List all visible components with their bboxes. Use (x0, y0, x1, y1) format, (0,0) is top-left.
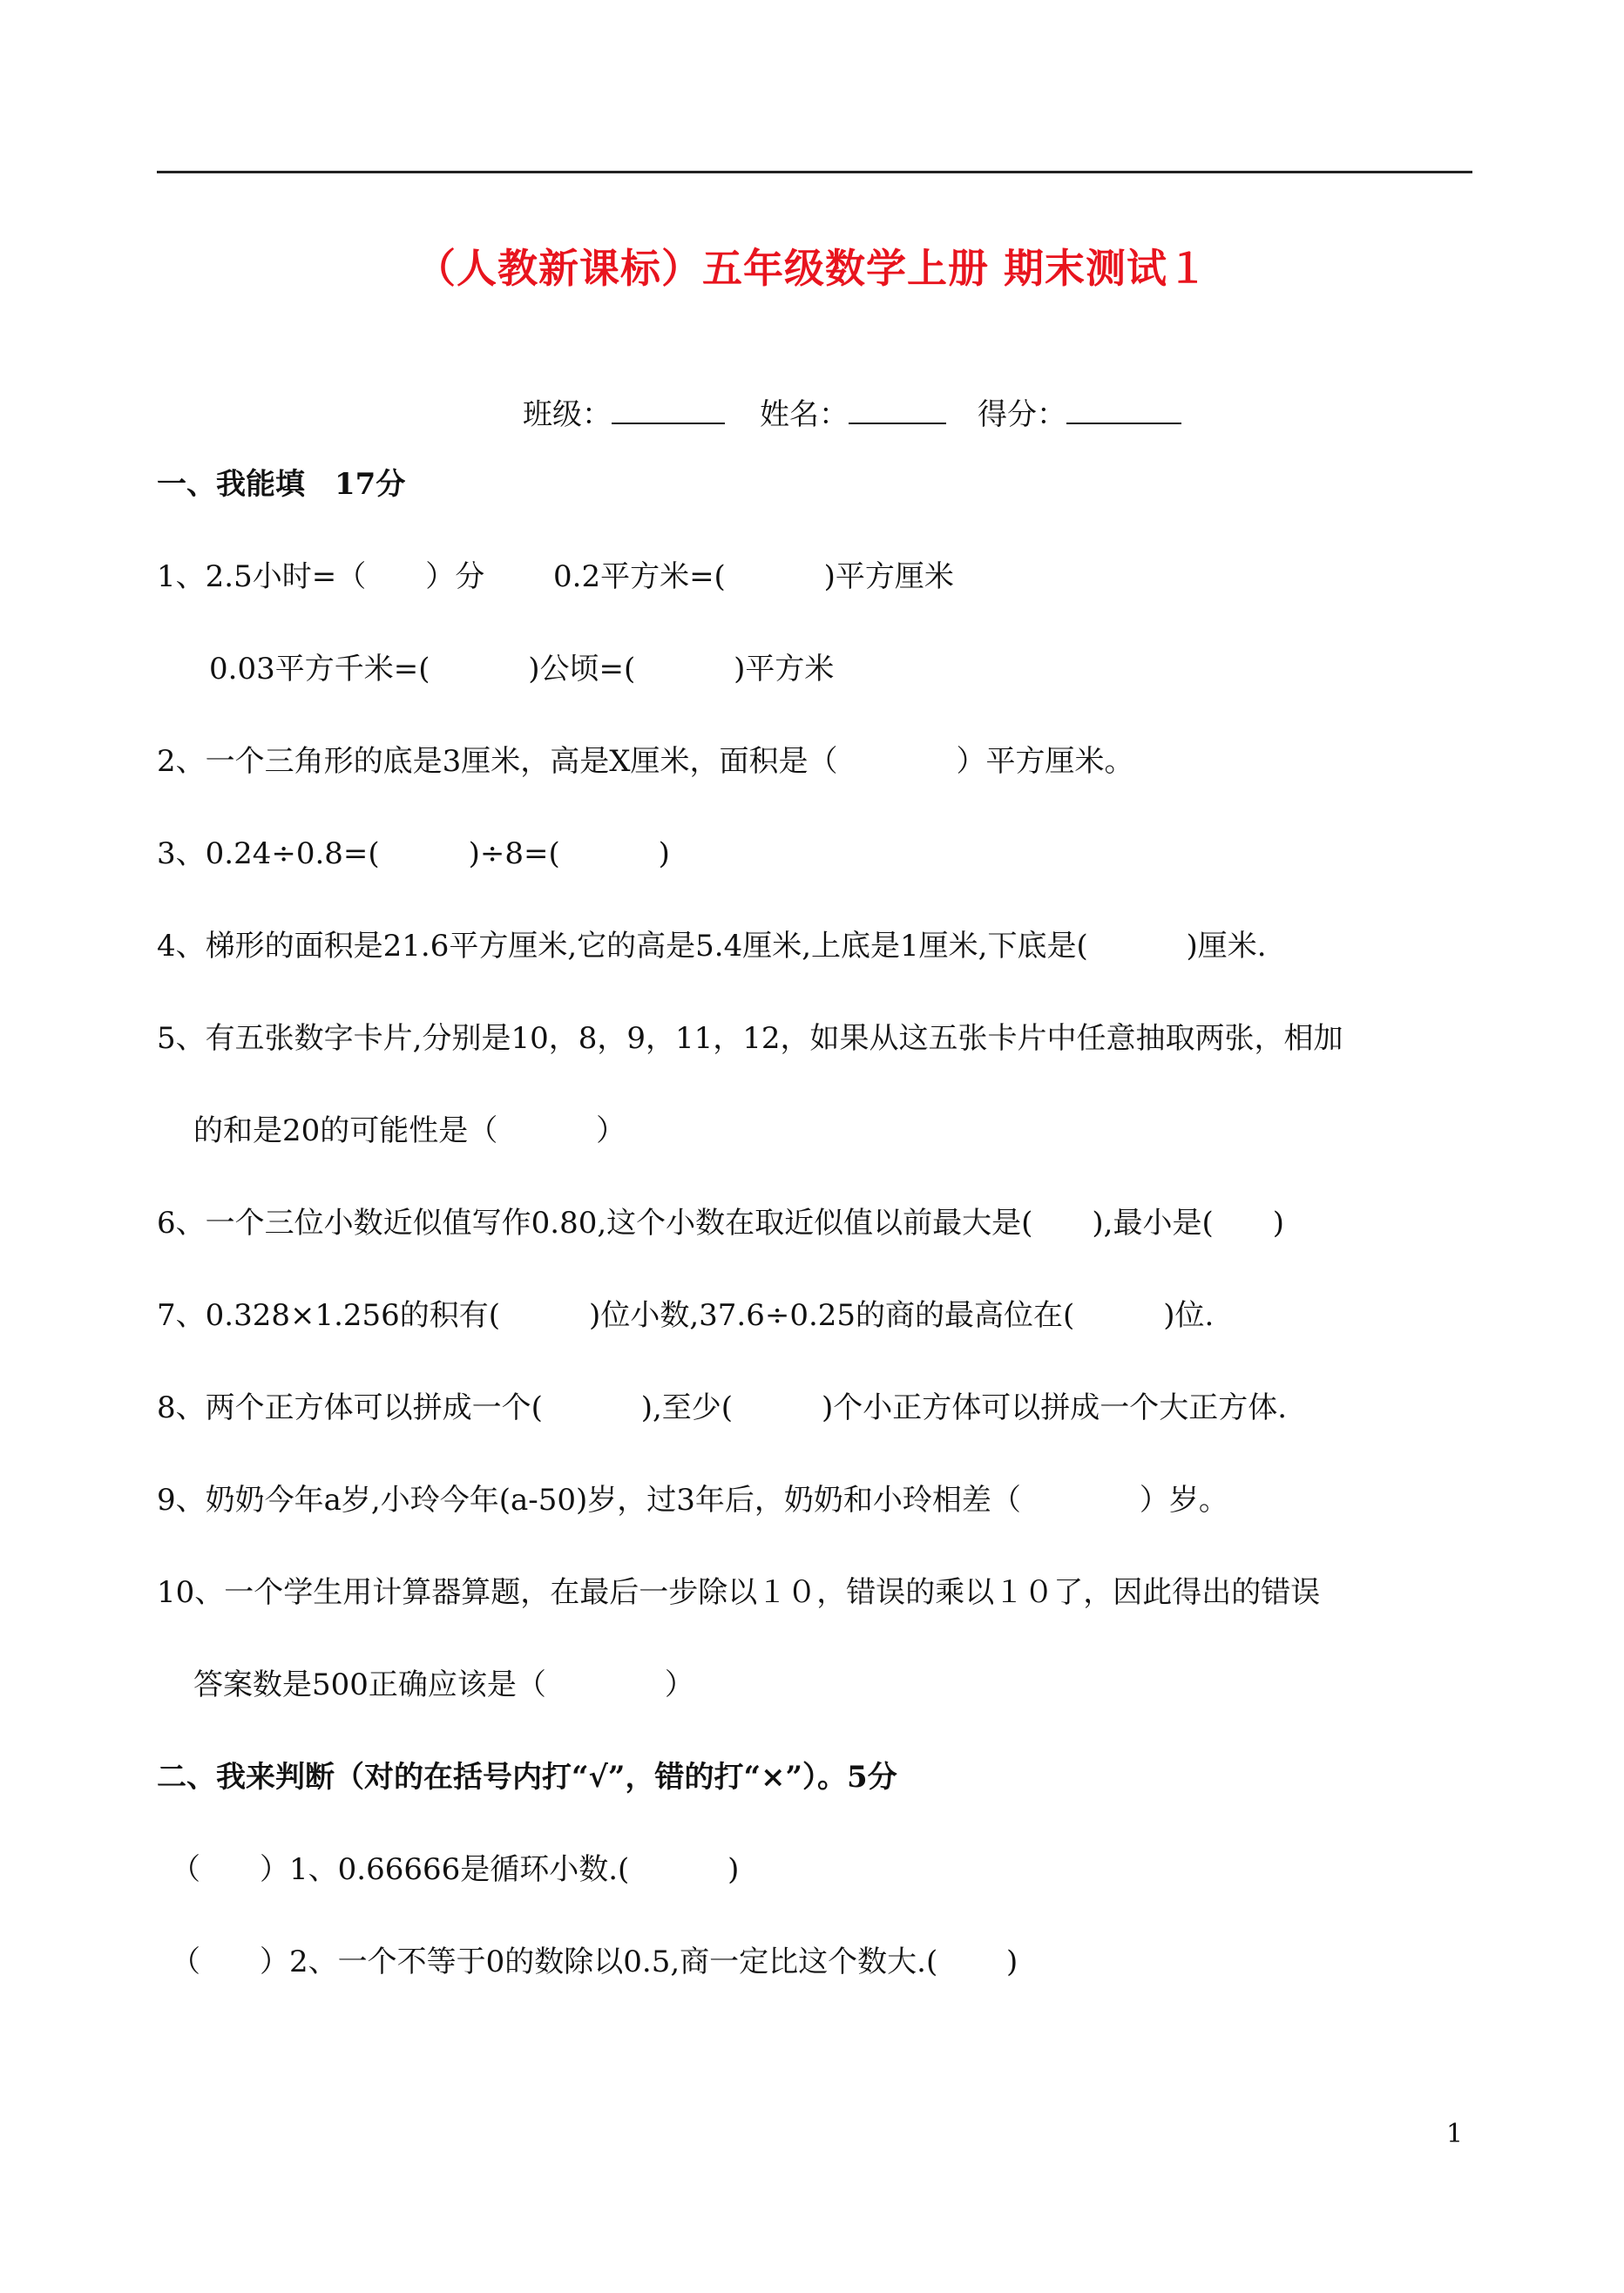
question-9: 9、奶奶今年a岁,小玲今年(a-50)岁，过3年后，奶奶和小玲相差（ ）岁。 (157, 1483, 1228, 1518)
name-label: 姓名： (760, 397, 849, 432)
section-1-heading: 一、我能填 17分 (157, 467, 406, 502)
score-blank[interactable] (1066, 396, 1181, 424)
judgement-2: （ ）2、一个不等于0的数除以0.5,商一定比这个数大.( ) (171, 1945, 1018, 1979)
header-rule (157, 171, 1472, 173)
question-5-line-1: 5、有五张数字卡片,分别是10，8，9，11，12，如果从这五张卡片中任意抽取两张，相加 (157, 1021, 1343, 1056)
question-8: 8、两个正方体可以拼成一个( ),至少( )个小正方体可以拼成一个大正方体. (157, 1390, 1288, 1425)
student-info-row (523, 390, 1181, 433)
page-number: 1 (1446, 2119, 1464, 2149)
question-1-line-2: 0.03平方千米=( )公顷=( )平方米 (209, 652, 835, 687)
class-blank[interactable] (612, 396, 725, 424)
class-label: 班级： (523, 397, 612, 432)
question-7: 7、0.328×1.256的积有( )位小数,37.6÷0.25的商的最高位在( )位. (157, 1298, 1215, 1333)
question-2: 2、一个三角形的底是3厘米，高是X厘米，面积是（ ）平方厘米。 (157, 744, 1134, 779)
name-blank[interactable] (849, 396, 946, 424)
score-label: 得分： (978, 397, 1066, 432)
question-3: 3、0.24÷0.8=( )÷8=( ) (157, 836, 670, 871)
question-1-line-1: 1、2.5小时=（ ）分 0.2平方米=( )平方厘米 (157, 559, 954, 594)
page-title: （人教新课标）五年级数学上册 期末测试１ (415, 245, 1208, 292)
section-2-heading: 二、我来判断（对的在括号内打“√”，错的打“×”）。5分 (157, 1760, 897, 1795)
question-10-line-1: 10、一个学生用计算器算题，在最后一步除以１０，错误的乘以１０了，因此得出的错误 (157, 1575, 1321, 1610)
judgement-1: （ ）1、0.66666是循环小数.( ) (171, 1852, 740, 1887)
question-5-line-2: 的和是20的可能性是（ ） (193, 1113, 626, 1148)
question-4: 4、梯形的面积是21.6平方厘米,它的高是5.4厘米,上底是1厘米,下底是( )厘米. (157, 929, 1267, 964)
question-6: 6、一个三位小数近似值写作0.80,这个小数在取近似值以前最大是( ),最小是( ) (157, 1206, 1285, 1241)
question-10-line-2: 答案数是500正确应该是（ ） (193, 1667, 694, 1702)
